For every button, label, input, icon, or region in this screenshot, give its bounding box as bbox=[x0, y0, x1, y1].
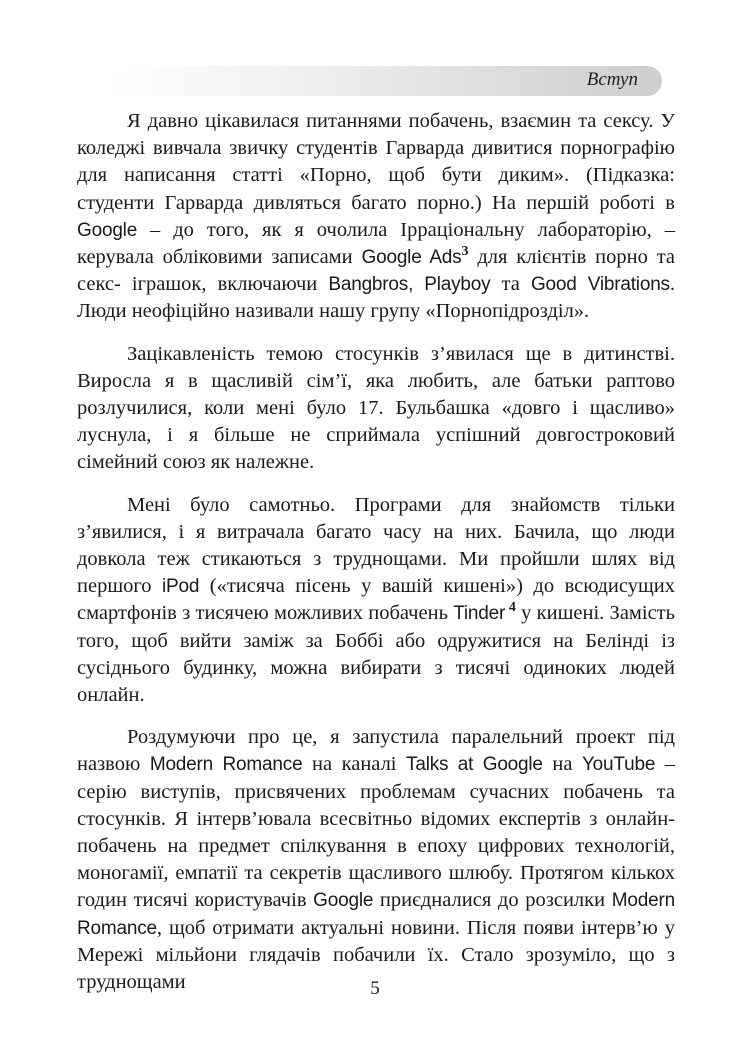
text-run: на bbox=[542, 753, 582, 776]
text-run: Мені було самотньо. Програми для знайомств тільки з’явилися, і я витрачала багато часу на них. Бачила, що люди довкола теж стикаються з труднощами. Ми пройшли шлях від першого bbox=[77, 493, 675, 598]
text-run: та bbox=[490, 273, 531, 296]
text-run: – серію виступів, присвячених проблемам сучасних побачень та стосунків. Я інтерв’ювала всесвітньо відомих експертів з онлайн-побачень на предмет спілкування в епоху цифрових технологій, моногамії, емпатії та секретів щасливого шлюбу. Протягом кількох годин тисячі користувачів bbox=[77, 753, 675, 912]
paragraph-4 bbox=[77, 724, 675, 996]
footnote-ref: 4 bbox=[505, 600, 516, 616]
latin-term: Good Vibrations bbox=[530, 274, 670, 296]
latin-term: Tinder bbox=[453, 603, 506, 625]
paragraph-3 bbox=[77, 492, 675, 710]
page-body bbox=[77, 108, 675, 1011]
latin-term: Talks at Google bbox=[406, 754, 543, 776]
footnote-ref: 3 bbox=[461, 244, 469, 260]
text-run: , щоб отримати актуальні новини. Після появи інтерв’ю у Мережі мільйони глядачів побачили їх. Стало зрозуміло, що з труднощами bbox=[77, 916, 675, 994]
text-run: . Люди неофіційно називали нашу групу «Порнопідрозділ». bbox=[77, 273, 675, 323]
latin-term: Google Ads bbox=[361, 247, 462, 269]
text-run: – до того, як я очолила Ірраціональну лабораторію, – керувала обліковими записами bbox=[77, 218, 675, 269]
text-run: Я давно цікавилася питаннями побачень, взаємин та сексу. У коледжі вивчала звичку студентів Гарварда дивитися порнографію для написання статті «Порно, щоб бути диким». (Підказка: студенти Гарварда дивляться багато порно.) На першій роботі в bbox=[77, 110, 675, 214]
text-run: на каналі bbox=[302, 753, 407, 776]
text-run: для клієнтів порно та секс- іграшок, включаючи bbox=[77, 246, 675, 296]
text-run: приєдналися до розсилки bbox=[373, 889, 612, 912]
text-run: у кишені. Замість того, щоб вийти заміж за Боббі або одружитися на Белінді із сусіднього будинку, можна вибирати з тисячі одиноких людей онлайн. bbox=[77, 602, 675, 707]
latin-term: Google bbox=[77, 219, 138, 241]
latin-term: Modern Romance bbox=[77, 890, 675, 939]
text-run: Зацікавленість темою стосунків з’явилася ще в дитинстві. Виросла я в щасливій сім’ї, яка любить, але батьки раптово розлучилися, коли мені було 17. Бульбашка «довго і щасливо» луснула, і я більше не сприймала успішний довгостроковий сімейний союз як належне. bbox=[77, 342, 675, 474]
latin-term: iPod bbox=[162, 576, 200, 598]
text-run: («тисяча пісень у вашій кишені») до всюдисущих смартфонів з тисячею можливих побачень bbox=[77, 575, 675, 625]
running-header-title: Вступ bbox=[586, 69, 638, 90]
header-band bbox=[108, 66, 662, 96]
page-number: 5 bbox=[370, 978, 380, 999]
latin-term: Bangbros, Playboy bbox=[328, 274, 491, 296]
paragraph-1 bbox=[77, 108, 675, 326]
paragraph-2 bbox=[77, 341, 675, 477]
latin-term: YouTube bbox=[581, 754, 656, 776]
text-run: Роздумуючи про це, я запустила паралельний проект під назвою bbox=[77, 726, 675, 776]
latin-term: Google bbox=[313, 890, 374, 912]
latin-term: Modern Romance bbox=[149, 754, 303, 776]
